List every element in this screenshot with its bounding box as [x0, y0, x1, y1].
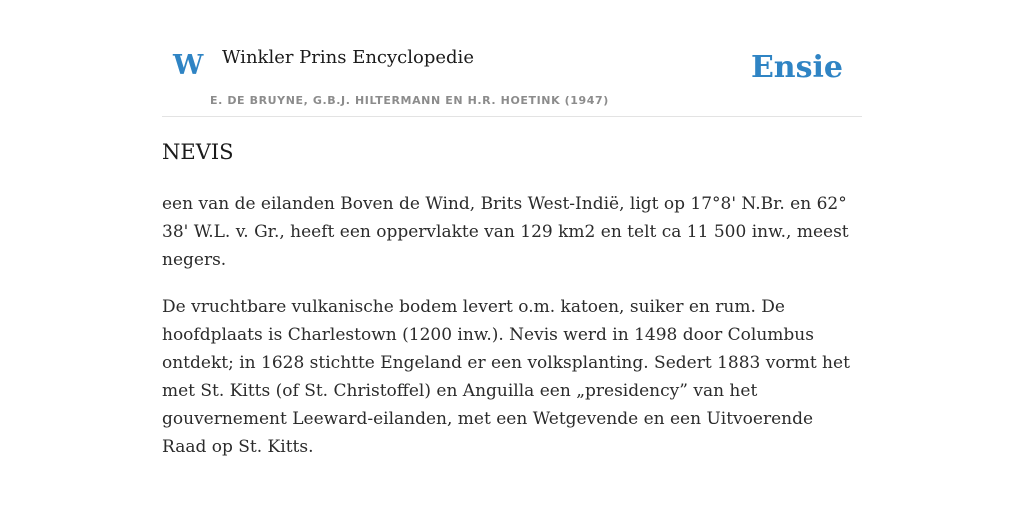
article-content: [162, 140, 862, 461]
ensie-brand-logo[interactable]: Ensie: [750, 50, 843, 85]
publication-authors: E. DE BRUYNE, G.B.J. HILTERMANN EN H.R. HOETINK (1947): [210, 94, 609, 107]
publication-title[interactable]: Winkler Prins Encyclopedie: [222, 47, 474, 68]
article-paragraph: De vruchtbare vulkanische bodem levert o.m. katoen, suiker en rum. De hoofdplaats is Charlestown (1200 inw.). Nevis werd in 1498 door Columbus ontdekt; in 1628 stichtte Engeland er een volksplanting. Sedert 1883 vormt het met St. Kitts (of St. Christoffel) en Anguilla een „presidency” van het gouvernement Leeward-eilanden, met een Wetgevende en een Uitvoerende Raad op St. Kitts.: [162, 297, 850, 458]
winkler-prins-logo[interactable]: W: [173, 50, 204, 81]
encyclopedia-header: [162, 40, 862, 117]
article-headword: NEVIS: [162, 140, 234, 164]
article-paragraph: een van de eilanden Boven de Wind, Brits West-Indië, ligt op 17°8' N.Br. en 62° 38' W.L. v. Gr., heeft een oppervlakte van 129 km2 en telt ca 11 500 inw., meest negers.: [162, 194, 849, 271]
